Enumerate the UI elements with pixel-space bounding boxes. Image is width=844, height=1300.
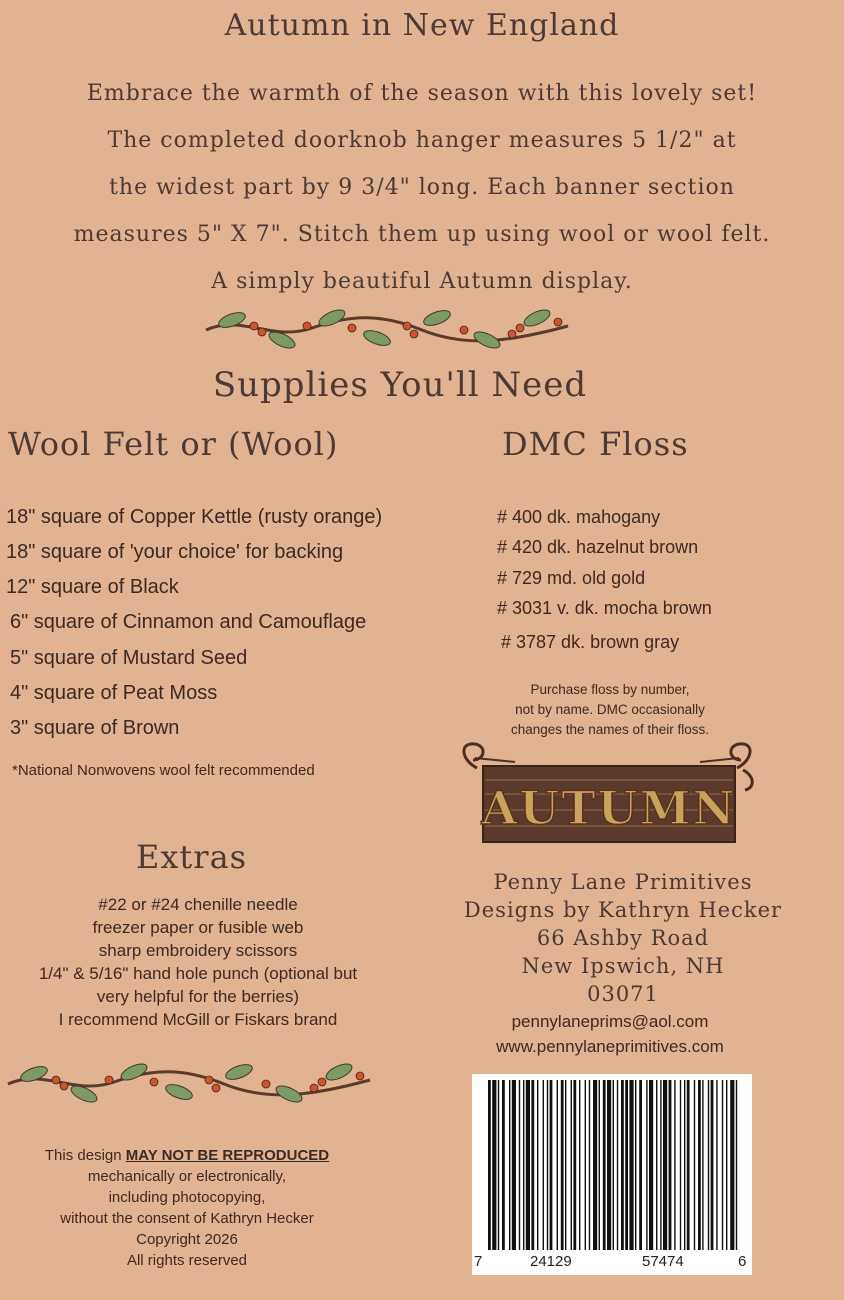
barcode-bar <box>607 1080 611 1250</box>
wool-item: 12" square of Black <box>6 576 179 598</box>
barcode-bar <box>646 1080 647 1250</box>
barcode-digit-lead: 7 <box>474 1253 483 1270</box>
wool-item: 5" square of Mustard Seed <box>10 647 248 669</box>
wool-item: 18" square of Copper Kettle (rusty orange) <box>6 506 383 528</box>
wool-heading: Wool Felt or (Wool) <box>8 425 339 463</box>
barcode-bar <box>629 1080 633 1250</box>
extras-list <box>0 893 396 1031</box>
barcode-bar <box>625 1080 628 1250</box>
barcode-bar <box>550 1080 553 1250</box>
intro-line: measures 5" X 7". Stitch them up using wool or wool felt. <box>73 222 771 247</box>
barcode-digit-group: 57474 <box>642 1253 684 1270</box>
vine-divider-top <box>202 304 572 352</box>
barcode-bar <box>502 1080 505 1250</box>
barcode-bar <box>702 1080 703 1250</box>
floss-item: # 3787 dk. brown gray <box>501 632 680 652</box>
supplies-heading: Supplies You'll Need <box>212 365 588 405</box>
barcode-bar <box>694 1080 695 1250</box>
wool-item: 3" square of Brown <box>10 717 180 739</box>
barcode-bar <box>537 1080 538 1250</box>
vine-divider-bottom <box>4 1058 374 1106</box>
copyright-line: mechanically or electronically, <box>87 1168 287 1185</box>
copyright-line: including photocopying, <box>108 1189 266 1206</box>
barcode-bar <box>711 1080 714 1250</box>
floss-note-line: not by name. DMC occasionally <box>515 702 705 717</box>
intro-text <box>20 70 824 305</box>
company-line: New Ipswich, NH <box>521 954 725 978</box>
barcode-bar <box>498 1080 499 1250</box>
barcode-bar <box>557 1080 558 1250</box>
barcode-bar <box>716 1080 717 1250</box>
barcode-bar <box>565 1080 566 1250</box>
floss-item: # 400 dk. mahogany <box>497 507 661 527</box>
floss-item: # 3031 v. dk. mocha brown <box>497 598 712 618</box>
floss-heading: DMC Floss <box>502 425 689 463</box>
floss-item: # 729 md. old gold <box>497 568 646 588</box>
company-line: 66 Ashby Road <box>536 926 710 950</box>
sign-text: AUTUMN <box>481 781 737 835</box>
barcode-bar <box>512 1080 516 1250</box>
company-line: Designs by Kathryn Hecker <box>463 898 783 922</box>
barcode-bar <box>593 1080 597 1250</box>
barcode-bar <box>663 1080 667 1250</box>
barcode-bar <box>579 1080 580 1250</box>
barcode-digit-check: 6 <box>738 1253 747 1270</box>
barcode-bar <box>687 1080 690 1250</box>
barcode-bar <box>660 1080 661 1250</box>
barcode-digits <box>472 1253 752 1275</box>
wool-item: 18" square of 'your choice' for backing <box>6 541 344 563</box>
page-title: Autumn in New England <box>224 8 620 43</box>
copyright-line: Copyright 2026 <box>136 1231 238 1248</box>
barcode-bar <box>656 1080 657 1250</box>
barcode-bar <box>492 1080 496 1250</box>
barcode-bar <box>573 1080 576 1250</box>
barcode-bar <box>698 1080 701 1250</box>
barcode-bar <box>680 1080 681 1250</box>
company-line: 03071 <box>587 982 659 1006</box>
intro-line: Embrace the warmth of the season with this lovely set! <box>86 81 758 106</box>
copyright-notice <box>0 1145 374 1271</box>
barcode-bar <box>547 1080 548 1250</box>
extras-line: 1/4" & 5/16" hand hole punch (optional but <box>38 964 358 983</box>
barcode-bar <box>649 1080 653 1250</box>
barcode-bar <box>736 1080 737 1250</box>
company-address <box>440 868 806 1008</box>
barcode-bar <box>726 1080 727 1250</box>
copyright-prefix: This design <box>44 1147 126 1164</box>
barcode-bar <box>543 1080 544 1250</box>
barcode-bar <box>684 1080 685 1250</box>
barcode-bar <box>488 1080 491 1250</box>
barcode-bar <box>526 1080 530 1250</box>
barcode-bar <box>589 1080 590 1250</box>
intro-line: the widest part by 9 3/4" long. Each banner section <box>109 175 735 200</box>
floss-note <box>440 680 780 740</box>
barcode-bar <box>617 1080 618 1250</box>
copyright-emphasis: MAY NOT BE REPRODUCED <box>125 1147 330 1164</box>
barcode-bar <box>669 1080 672 1250</box>
barcode-image <box>472 1074 752 1274</box>
autumn-sign-image <box>455 740 760 850</box>
extras-line: I recommend McGill or Fiskars brand <box>58 1010 338 1029</box>
barcode-digit-group: 24129 <box>530 1253 572 1270</box>
barcode-bar <box>635 1080 636 1250</box>
barcode-bar <box>523 1080 524 1250</box>
barcode-bar <box>613 1080 614 1250</box>
copyright-line: All rights reserved <box>126 1252 248 1269</box>
intro-line: A simply beautiful Autumn display. <box>211 269 633 294</box>
barcode-bar <box>599 1080 600 1250</box>
barcode-bar <box>509 1080 510 1250</box>
barcode-bar <box>639 1080 642 1250</box>
barcode-bar <box>531 1080 534 1250</box>
barcode-bar <box>621 1080 624 1250</box>
copyright-line: without the consent of Kathryn Hecker <box>60 1210 314 1227</box>
barcode-bar <box>674 1080 675 1250</box>
barcode-bar <box>561 1080 564 1250</box>
intro-line: The completed doorknob hanger measures 5 1/2" at <box>107 128 737 153</box>
barcode-bar <box>722 1080 723 1250</box>
barcode-bar <box>585 1080 586 1250</box>
company-line: Penny Lane Primitives <box>493 870 753 894</box>
company-email[interactable]: pennylaneprims@aol.com <box>511 1012 709 1031</box>
barcode-bar <box>708 1080 709 1250</box>
extras-line: freezer paper or fusible web <box>92 918 304 937</box>
extras-line: #22 or #24 chenille needle <box>98 895 298 914</box>
copyright-line <box>0 1145 374 1166</box>
wool-note: *National Nonwovens wool felt recommended <box>12 762 315 779</box>
extras-line: very helpful for the berries) <box>96 987 300 1006</box>
extras-heading: Extras <box>136 838 248 876</box>
floss-note-line: Purchase floss by number, <box>530 682 690 697</box>
floss-note-line: changes the names of their floss. <box>510 722 710 737</box>
extras-line: sharp embroidery scissors <box>98 941 298 960</box>
company-website[interactable]: www.pennylaneprimitives.com <box>496 1037 724 1056</box>
wool-item: 4" square of Peat Moss <box>10 682 218 704</box>
barcode-bar <box>603 1080 606 1250</box>
barcode-bar <box>730 1080 734 1250</box>
floss-item: # 420 dk. hazelnut brown <box>497 537 699 557</box>
barcode-bar <box>519 1080 520 1250</box>
wool-item: 6" square of Cinnamon and Camouflage <box>10 611 367 633</box>
barcode-bar <box>571 1080 572 1250</box>
